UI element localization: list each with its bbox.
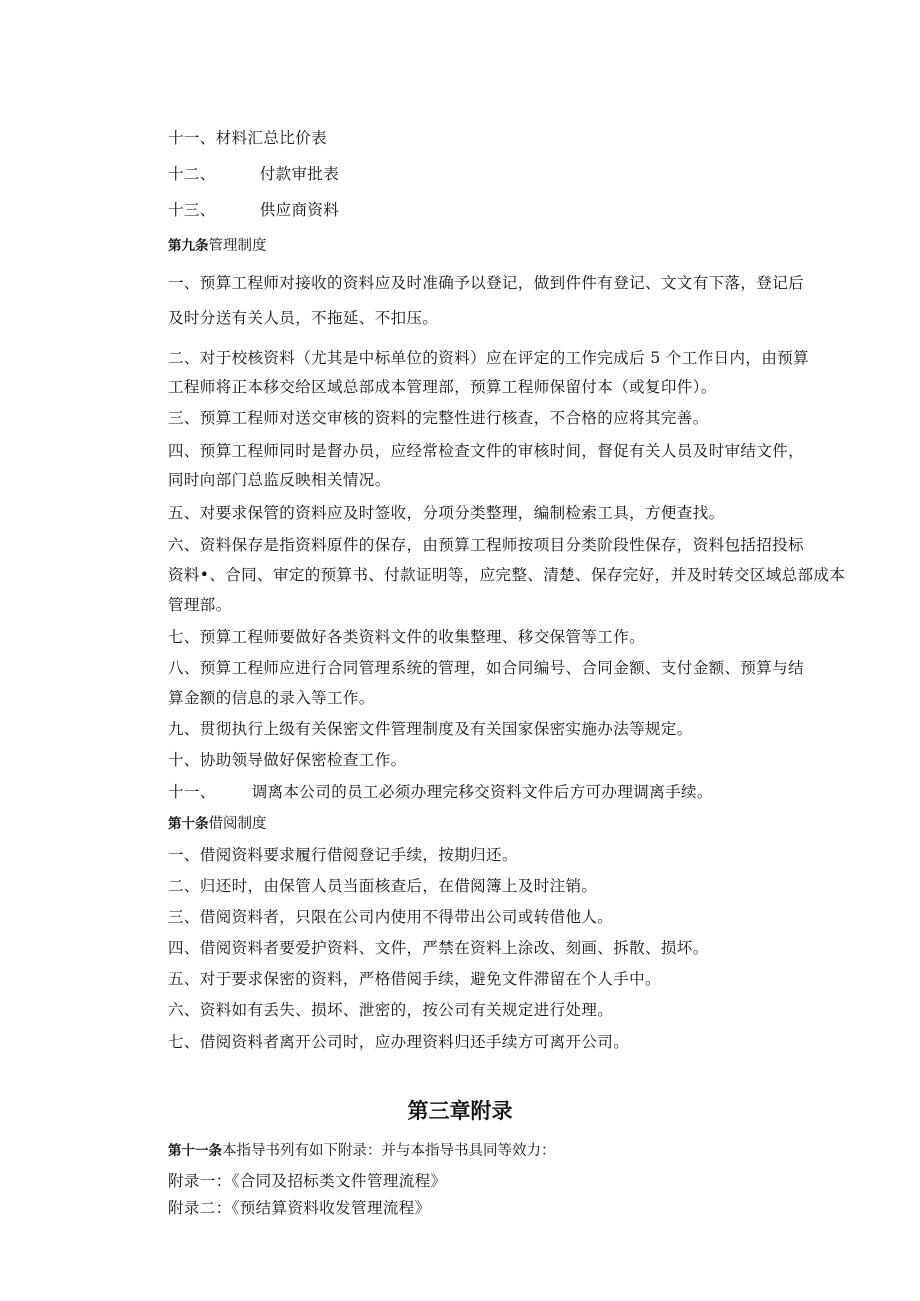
list-item-number: 十一、 (168, 129, 216, 147)
paragraph-line: 算金额的信息的录入等工作。 (168, 689, 375, 707)
paragraph-line: 七、预算工程师要做好各类资料文件的收集整理、移交保管等工作。 (168, 628, 646, 646)
article-9-heading (168, 236, 267, 256)
article-title: 借阅制度 (208, 816, 267, 832)
list-item-text: 付款审批表 (259, 165, 340, 183)
article-11-line (168, 1141, 556, 1161)
paragraph-line: 工程师将正本移交给区域总部成本管理部，预算工程师保留付本（或复印件）。 (168, 378, 717, 396)
paragraph-line: 三、借阅资料者，只限在公司内使用不得带出公司或转借他人。 (168, 908, 614, 926)
list-item (168, 164, 339, 184)
appendix-item: 附录二：《预结算资料收发管理流程》 (168, 1199, 431, 1217)
list-item-number: 十二、 (168, 165, 216, 183)
paragraph-line: 十、协助领导做好保密检查工作。 (168, 751, 407, 769)
list-item-text: 供应商资料 (259, 201, 340, 219)
paragraph-line: 五、对于要求保密的资料，严格借阅手续，避免文件滞留在个人手中。 (168, 970, 661, 988)
article-text: 本指导书列有如下附录：并与本指导书具同等效力： (222, 1143, 556, 1159)
chapter-title: 第三章附录 (407, 1099, 513, 1123)
paragraph-line: 资料•、合同、审定的预算书、付款证明等，应完整、清楚、保存完好，并及时转交区域总部成本 (168, 566, 846, 584)
paragraph-line: 二、归还时，由保管人员当面核查后，在借阅簿上及时注销。 (168, 877, 598, 895)
paragraph-line: 九、贯彻执行上级有关保密文件管理制度及有关国家保密实施办法等规定。 (168, 720, 693, 738)
paragraph-line: 管理部。 (168, 596, 232, 614)
paragraph-line: 六、资料如有丢失、损坏、泄密的，按公司有关规定进行处理。 (168, 1001, 614, 1019)
paragraph-line: 及时分送有关人员，不拖延、不扣压。 (168, 309, 439, 327)
article-label: 第九条 (168, 238, 209, 254)
paragraph-line: 四、借阅资料者要爱护资料、文件，严禁在资料上涂改、刻画、拆散、损坏。 (168, 939, 709, 957)
paragraph-line: 五、对要求保管的资料应及时签收，分项分类整理，编制检索工具，方便查找。 (168, 504, 725, 522)
paragraph-line: 一、预算工程师对接收的资料应及时准确予以登记，做到件件有登记、文文有下落，登记后 (168, 274, 805, 292)
paragraph-line: 三、预算工程师对送交审核的资料的完整性进行核查，不合格的应将其完善。 (168, 409, 709, 427)
paragraph-line: 六、资料保存是指资料原件的保存，由预算工程师按项目分类阶段性保存，资料包括招投标 (168, 536, 805, 554)
list-item-text: 材料汇总比价表 (215, 129, 328, 147)
paragraph-line: 同时向部门总监反映相关情况。 (168, 471, 391, 489)
list-item (168, 200, 339, 220)
list-item-text: 调离本公司的员工必须办理完移交资料文件后方可办理调离手续。 (251, 783, 713, 801)
appendix-item: 附录一：《合同及招标类文件管理流程》 (168, 1172, 447, 1190)
article-label: 第十一条 (168, 1143, 222, 1159)
list-item-number: 十三、 (168, 201, 216, 219)
paragraph-line: 八、预算工程师应进行合同管理系统的管理，如合同编号、合同金额、支付金额、预算与结 (168, 659, 805, 677)
article-title: 管理制度 (208, 238, 267, 254)
paragraph-line: 一、借阅资料要求履行借阅登记手续，按期归还。 (168, 846, 518, 864)
paragraph-line (168, 782, 713, 802)
paragraph-line: 七、借阅资料者离开公司时，应办理资料归还手续方可离开公司。 (168, 1033, 630, 1051)
paragraph-line: 四、预算工程师同时是督办员，应经常检查文件的审核时间，督促有关人员及时审结文件， (168, 442, 805, 460)
list-item (168, 128, 327, 148)
article-label: 第十条 (168, 816, 209, 832)
paragraph-line: 二、对于校核资料（尤其是中标单位的资料）应在评定的工作完成后 5 个工作日内，由预算 (168, 349, 810, 367)
list-item-number: 十一、 (168, 783, 216, 801)
article-10-heading (168, 814, 267, 834)
